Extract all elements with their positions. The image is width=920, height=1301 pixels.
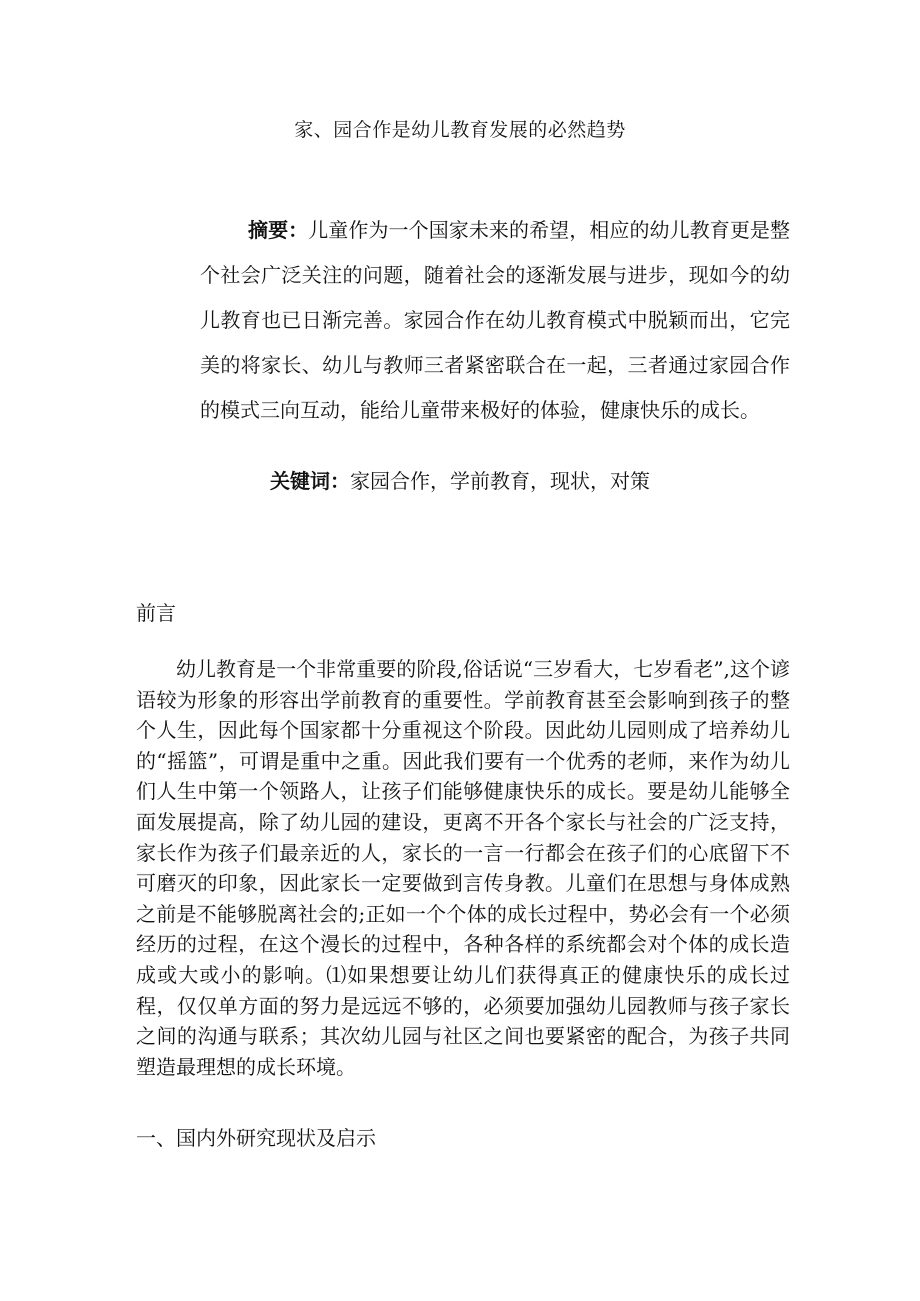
keywords-text: 家园合作，学前教育，现状，对策 <box>350 469 650 493</box>
document-title: 家、园合作是幼儿教育发展的必然趋势 <box>294 119 626 141</box>
abstract-label: 摘要： <box>248 218 309 242</box>
section1-heading: 一、国内外研究现状及启示 <box>136 1126 376 1150</box>
keywords-block <box>0 466 920 496</box>
keywords-label: 关键词： <box>270 469 350 493</box>
preface-paragraph: 幼儿教育是一个非常重要的阶段,俗话说“三岁看大，七岁看老”,这个谚语较为形象的形容出学前教育的重要性。学前教育甚至会影响到孩子的整个人生，因此每个国家都十分重视这个阶段。因此幼儿园则成了培养幼儿的“摇篮”，可谓是重中之重。因此我们要有一个优秀的老师，来作为幼儿们人生中第一个领路人，让孩子们能够健康快乐的成长。要是幼儿能够全面发展提高，除了幼儿园的建设，更离不开各个家长与社会的广泛支持，家长作为孩子们最亲近的人，家长的一言一行都会在孩子们的心底留下不可磨灭的印象，因此家长一定要做到言传身教。儿童们在思想与身体成熟之前是不能够脱离社会的;正如一个个体的成长过程中，势必会有一个必须经历的过程，在这个漫长的过程中，各种各样的系统都会对个体的成长造成或大或小的影响。⑴如果想要让幼儿们获得真正的健康快乐的成长过程，仅仅单方面的努力是远远不够的，必须要加强幼儿园教师与孩子家长之间的沟通与联系；其次幼儿园与社区之间也要紧密的配合，为孩子共同塑造最理想的成长环境。 <box>136 657 790 1079</box>
abstract-block <box>200 208 790 433</box>
abstract-text: 儿童作为一个国家未来的希望，相应的幼儿教育更是整个社会广泛关注的问题，随着社会的逐渐发展与进步，现如今的幼儿教育也已日渐完善。家园合作在幼儿教育模式中脱颖而出，它完美的将家长、幼儿与教师三者紧密联合在一起，三者通过家园合作的模式三向互动，能给儿童带来极好的体验，健康快乐的成长。 <box>200 218 791 422</box>
preface-heading: 前言 <box>136 601 176 625</box>
